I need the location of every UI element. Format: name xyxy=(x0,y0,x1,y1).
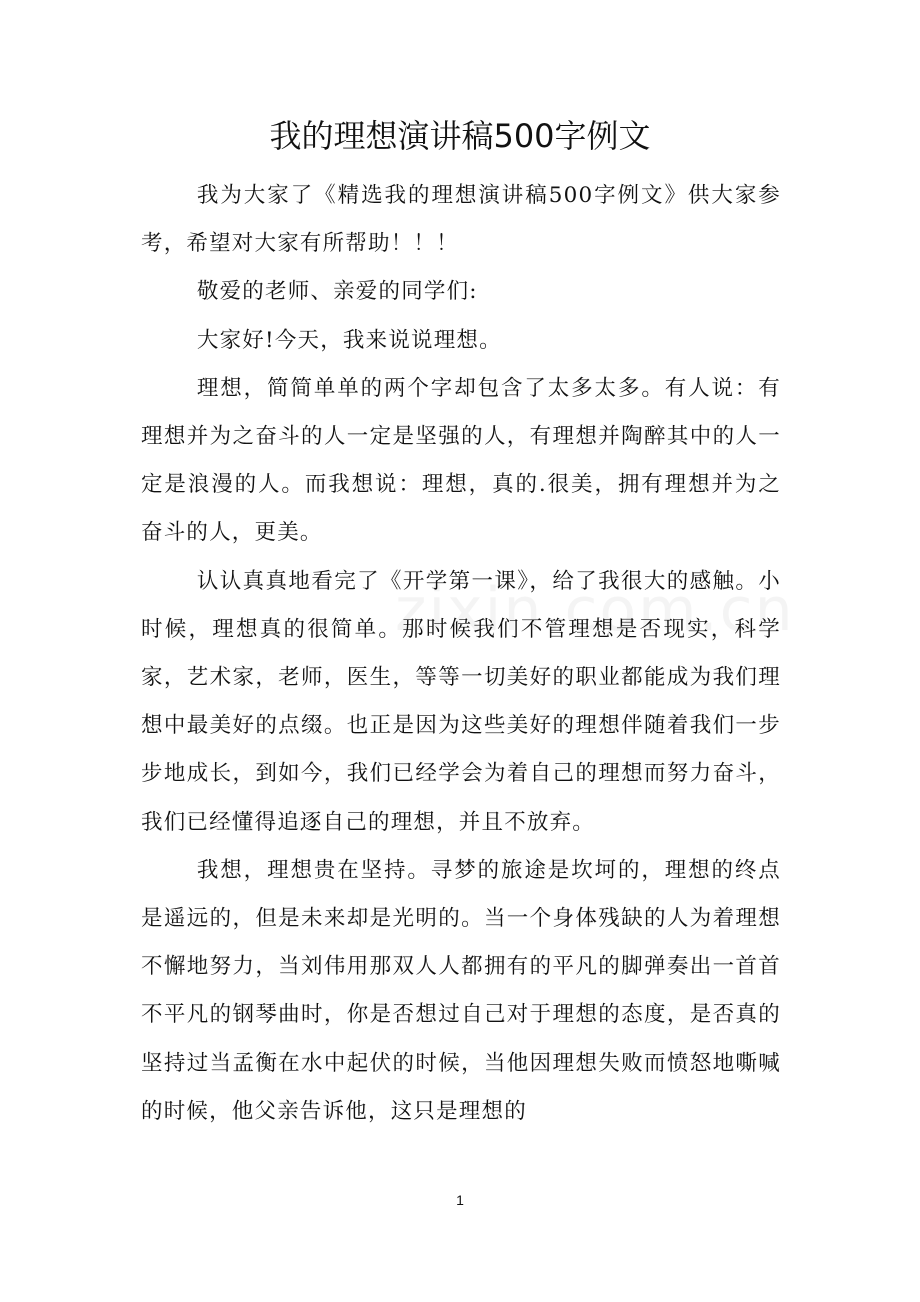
document-body xyxy=(141,172,781,1136)
paragraph-greeting: 大家好!今天，我来说说理想。 xyxy=(196,327,502,353)
page-number: 1 xyxy=(456,1192,464,1208)
paragraph-ideal-meaning: 理想，简简单单的两个字却包含了太多太多。有人说：有理想并为之奋斗的人一定是坚强的人，有理想并陶醉其中的人一定是浪漫的人。而我想说：理想，真的.很美，拥有理想并为之奋斗的人，更美。 xyxy=(141,375,781,546)
paragraph-salutation: 敬爱的老师、亲爱的同学们: xyxy=(196,279,478,305)
paragraph-intro: 我为大家了《精选我的理想演讲稿500字例文》供大家参考，希望对大家有所帮助！！！ xyxy=(141,183,781,257)
paragraph-first-lesson: 认认真真地看完了《开学第一课》，给了我很大的感触。小时候，理想真的很简单。那时候我们不管理想是否现实，科学家，艺术家，老师，医生，等等一切美好的职业都能成为我们理想中最美好的点缀。也正是因为这些美好的理想伴随着我们一步步地成长，到如今，我们已经学会为着自己的理想而努力奋斗，我们已经懂得追逐自己的理想，并且不放弃。 xyxy=(141,568,781,835)
document-title: 我的理想演讲稿500字例文 xyxy=(269,117,651,155)
paragraph-persistence: 我想，理想贵在坚持。寻梦的旅途是坎坷的，理想的终点是遥远的，但是未来却是光明的。当一个身体残缺的人为着理想不懈地努力，当刘伟用那双人人都拥有的平凡的脚弹奏出一首首不平凡的钢琴曲时，你是否想过自己对于理想的态度，是否真的坚持过当孟衡在水中起伏的时候，当他因理想失败而愤怒地嘶喊的时候，他父亲告诉他，这只是理想的 xyxy=(141,857,781,1124)
